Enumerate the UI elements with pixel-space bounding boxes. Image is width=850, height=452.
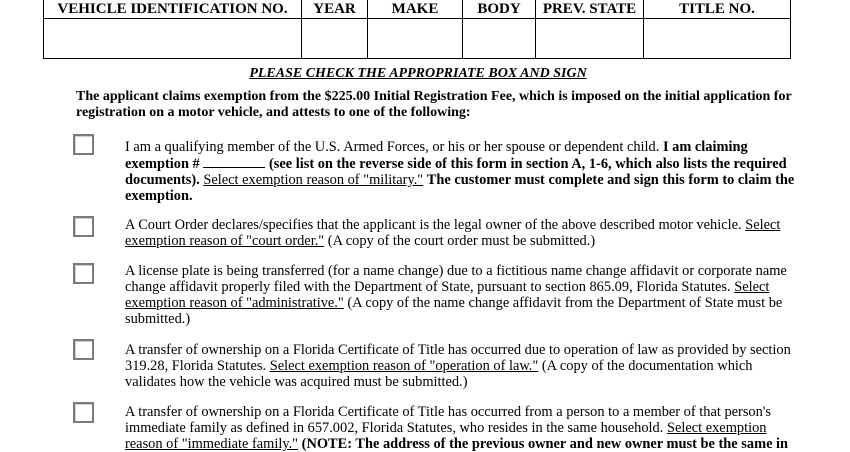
table-input-row xyxy=(44,19,791,59)
option-administrative-t1: A license plate is being transferred (for a name change) due to a fictitious name change affidavit or corporate name change affidavit properly filed with the Department of State, pursuant to section 865.09, Florida Statutes. xyxy=(125,263,787,295)
intro-paragraph: The applicant claims exemption from the $225.00 Initial Registration Fee, which is imposed on the initial application for registration on a motor vehicle, and attests to one of the following: xyxy=(76,89,792,120)
header-vin: VEHICLE IDENTIFICATION NO. xyxy=(44,0,302,19)
header-year: YEAR xyxy=(302,0,368,19)
option-immediate-family-t2: Select exemption reason of "immediate family." xyxy=(125,420,767,452)
prev-state-field[interactable] xyxy=(536,19,644,59)
option-court-order-t2: Select exemption reason of "court order." xyxy=(125,217,781,249)
header-prev-state: PREV. STATE xyxy=(536,0,644,19)
option-operation-of-law-t3: (A copy of the documentation which validates how the vehicle was acquired must be submitted.) xyxy=(125,358,753,390)
option-military-t1: I am a qualifying member of the U.S. Armed Forces, or his or her spouse or dependent child. xyxy=(125,139,660,155)
option-court-order-text xyxy=(125,217,795,249)
vehicle-info-table xyxy=(43,0,791,59)
title-no-field[interactable] xyxy=(644,19,791,59)
option-military-t2: I am claiming exemption # xyxy=(125,139,748,172)
checkbox-immediate-family[interactable] xyxy=(73,402,94,423)
option-administrative-t2: Select exemption reason of "administrative." xyxy=(125,279,770,311)
year-field[interactable] xyxy=(302,19,368,59)
checkbox-military[interactable] xyxy=(73,134,94,155)
vin-field[interactable] xyxy=(44,19,302,59)
body-field[interactable] xyxy=(463,19,536,59)
option-court-order-t3: (A copy of the court order must be submitted.) xyxy=(327,233,596,249)
option-court-order-t1: A Court Order declares/specifies that the applicant is the legal owner of the above described motor vehicle. xyxy=(125,217,742,233)
option-operation-of-law-t2: Select exemption reason of "operation of law." xyxy=(269,358,539,374)
header-body: BODY xyxy=(463,0,536,19)
option-immediate-family-t3: (NOTE: The address of the previous owner and new owner must be the same in xyxy=(301,436,789,452)
exemption-number-field[interactable] xyxy=(203,155,265,168)
header-make: MAKE xyxy=(368,0,463,19)
header-title-no: TITLE NO. xyxy=(644,0,791,19)
option-administrative-t3: (A copy of the name change affidavit from the Department of State must be submitted.) xyxy=(125,295,783,327)
option-administrative-text xyxy=(125,263,795,327)
checkbox-court-order[interactable] xyxy=(73,216,94,237)
instruction-heading: PLEASE CHECK THE APPROPRIATE BOX AND SIGN xyxy=(249,66,587,81)
table-header-row xyxy=(44,0,791,19)
option-operation-of-law-t1: A transfer of ownership on a Florida Certificate of Title has occurred due to operation of law as provided by section 319.28, Florida Statutes. xyxy=(125,342,791,374)
make-field[interactable] xyxy=(368,19,463,59)
option-military-t4: Select exemption reason of "military." xyxy=(203,172,424,188)
option-immediate-family-t1: A transfer of ownership on a Florida Certificate of Title has occurred from a person to a member of that person's immediate family as defined in 657.002, Florida Statutes, who resides in the same household. xyxy=(125,404,771,436)
option-military-t5: The customer must complete and sign this form to claim the exemption. xyxy=(125,172,795,204)
option-immediate-family-text xyxy=(125,404,795,452)
checkbox-administrative[interactable] xyxy=(73,263,94,284)
option-military-t3: (see list on the reverse side of this form in section A, 1-6, which also lists the required documents). xyxy=(125,156,787,188)
option-operation-of-law-text xyxy=(125,342,795,390)
checkbox-operation-of-law[interactable] xyxy=(73,339,94,360)
option-military-text xyxy=(125,139,795,204)
